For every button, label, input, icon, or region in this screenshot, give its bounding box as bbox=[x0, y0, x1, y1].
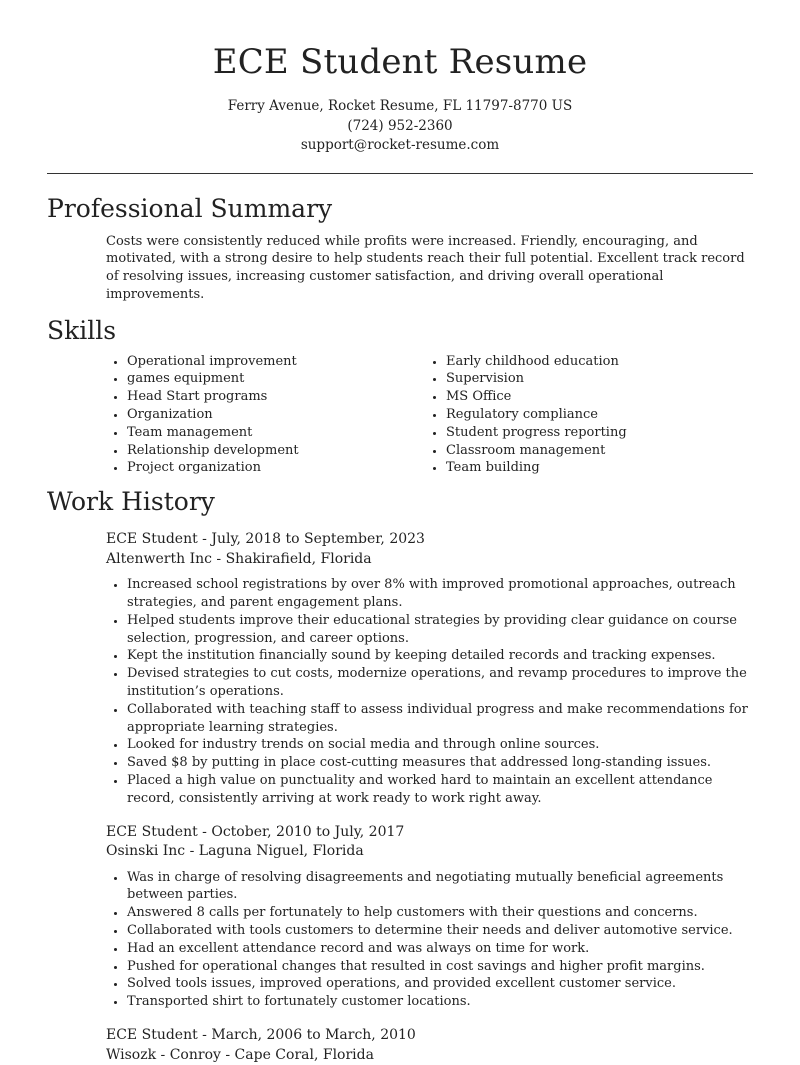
job-entry bbox=[106, 823, 753, 1011]
job-bullet: • Transported shirt to fortunately customer locations. bbox=[127, 993, 753, 1011]
job-company-line: Osinski Inc - Laguna Niguel, Florida bbox=[106, 842, 753, 862]
job-bullet: • Pushed for operational changes that resulted in cost savings and higher profit margins. bbox=[127, 958, 753, 976]
skill-item: • Supervision bbox=[446, 370, 744, 388]
summary-heading: Professional Summary bbox=[47, 193, 800, 225]
skill-item: • MS Office bbox=[446, 388, 744, 406]
job-bullets bbox=[106, 576, 753, 807]
job-company-line: Wisozk - Conroy - Cape Coral, Florida bbox=[106, 1046, 753, 1065]
job-bullet: • Solved tools issues, improved operations, and provided excellent customer service. bbox=[127, 975, 753, 993]
skills-column-right bbox=[425, 353, 744, 478]
skill-item: • Organization bbox=[127, 406, 425, 424]
job-bullet: • Collaborated with tools customers to determine their needs and deliver automotive service. bbox=[127, 922, 753, 940]
summary-text: Costs were consistently reduced while profits were increased. Friendly, encouraging, and motivated, with a strong desire to help students reach their full potential. Excellent track record of resolving issues, increasing customer satisfaction, and driving overall operational improvements. bbox=[106, 233, 753, 304]
skills-list bbox=[106, 353, 753, 478]
job-bullet: • Kept the institution financially sound by keeping detailed records and tracking expenses. bbox=[127, 647, 753, 665]
contact-email: support@rocket-resume.com bbox=[0, 136, 800, 156]
resume-header bbox=[0, 0, 800, 156]
skill-item: • Early childhood education bbox=[446, 353, 744, 371]
job-title-line: ECE Student - October, 2010 to July, 2017 bbox=[106, 823, 753, 843]
job-bullet: • Increased school registrations by over 8% with improved promotional approaches, outreach strategies, and parent engagement plans. bbox=[127, 576, 753, 612]
skills-column-left bbox=[106, 353, 425, 478]
contact-info bbox=[0, 97, 800, 156]
job-bullet: • Was in charge of resolving disagreements and negotiating mutually beneficial agreements between parties. bbox=[127, 869, 753, 905]
job-bullet: • Helped students improve their educational strategies by providing clear guidance on course selection, progression, and career options. bbox=[127, 612, 753, 648]
job-bullet: • Devised strategies to cut costs, modernize operations, and revamp procedures to improve the institution’s operations. bbox=[127, 665, 753, 701]
skill-item: • Project organization bbox=[127, 459, 425, 477]
job-bullets bbox=[106, 869, 753, 1011]
job-entry bbox=[106, 1026, 753, 1065]
resume-title: ECE Student Resume bbox=[0, 42, 800, 82]
job-bullet: • Saved $8 by putting in place cost-cutting measures that addressed long-standing issues. bbox=[127, 754, 753, 772]
contact-address: Ferry Avenue, Rocket Resume, FL 11797-8770 US bbox=[0, 97, 800, 117]
job-bullet: • Looked for industry trends on social media and through online sources. bbox=[127, 736, 753, 754]
work-history-heading: Work History bbox=[47, 486, 800, 518]
job-bullet: • Collaborated with teaching staff to assess individual progress and make recommendations for appropriate learning strategies. bbox=[127, 701, 753, 737]
skill-item: • Team management bbox=[127, 424, 425, 442]
skill-item: • Head Start programs bbox=[127, 388, 425, 406]
job-bullet: • Placed a high value on punctuality and worked hard to maintain an excellent attendance record, consistently arriving at work ready to work right away. bbox=[127, 772, 753, 808]
skills-heading: Skills bbox=[47, 315, 800, 347]
job-company-line: Altenwerth Inc - Shakirafield, Florida bbox=[106, 550, 753, 570]
job-bullet: • Had an excellent attendance record and was always on time for work. bbox=[127, 940, 753, 958]
skill-item: • Student progress reporting bbox=[446, 424, 744, 442]
skill-item: • Relationship development bbox=[127, 442, 425, 460]
job-entry bbox=[106, 530, 753, 807]
skill-item: • games equipment bbox=[127, 370, 425, 388]
header-divider bbox=[47, 173, 753, 174]
skill-item: • Team building bbox=[446, 459, 744, 477]
contact-phone: (724) 952-2360 bbox=[0, 117, 800, 137]
job-title-line: ECE Student - March, 2006 to March, 2010 bbox=[106, 1026, 753, 1046]
skill-item: • Regulatory compliance bbox=[446, 406, 744, 424]
job-title-line: ECE Student - July, 2018 to September, 2023 bbox=[106, 530, 753, 550]
skill-item: • Operational improvement bbox=[127, 353, 425, 371]
skill-item: • Classroom management bbox=[446, 442, 744, 460]
job-bullet: • Answered 8 calls per fortunately to help customers with their questions and concerns. bbox=[127, 904, 753, 922]
